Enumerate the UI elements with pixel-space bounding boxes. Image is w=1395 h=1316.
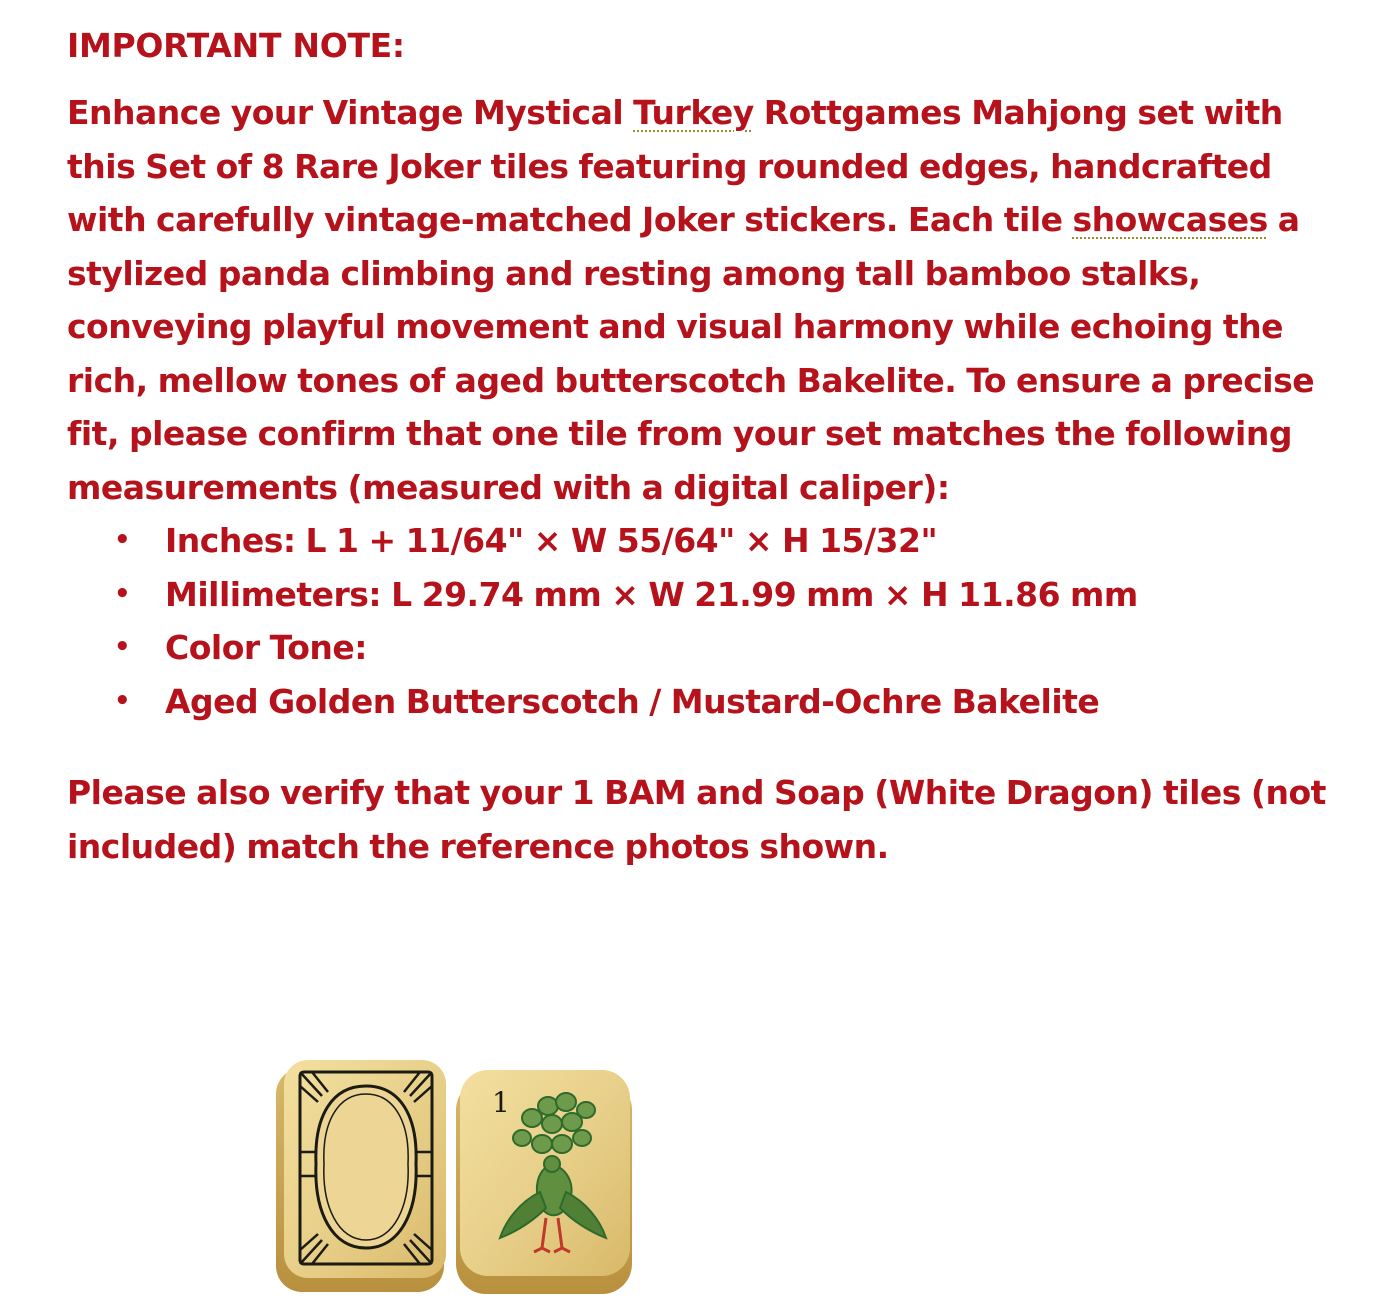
spellcheck-word-turkey[interactable]: Turkey: [633, 93, 754, 132]
description-text-1: Enhance your Vintage Mystical: [67, 93, 634, 132]
important-note-heading: IMPORTANT NOTE:: [67, 26, 405, 65]
spellcheck-word-showcases[interactable]: showcases: [1072, 200, 1268, 239]
verify-paragraph: Please also verify that your 1 BAM and Soap (White Dragon) tiles (not included) match the reference photos shown.: [67, 773, 1326, 866]
color-tone-list: [67, 675, 1357, 729]
measurements-list: [67, 514, 1357, 675]
white-dragon-tile: [276, 1060, 446, 1292]
description-text-3: a stylized panda climbing and resting among tall bamboo stalks, conveying playful movement and visual harmony while echoing the rich, mellow tones of aged butterscotch Bakelite. To ensure a precise fit, please confirm that one tile from your set matches the following measurements (measured with a digital caliper):: [67, 200, 1315, 507]
document-body: [67, 22, 1357, 873]
list-item: • Aged Golden Butterscotch / Mustard-Ochre Bakelite: [67, 675, 1357, 729]
description-text-2: Rottgames Mahjong set with this Set of 8 Rare Joker tiles featuring rounded edges, handcrafted with carefully vintage-matched Joker stickers. Each tile: [67, 93, 1283, 239]
reference-tiles-photo: [270, 1052, 640, 1302]
bam-number: 1: [492, 1086, 510, 1119]
one-bam-tile: [456, 1070, 632, 1294]
list-item: • Color Tone:: [67, 621, 1357, 675]
list-item: • Millimeters: L 29.74 mm × W 21.99 mm × H 11.86 mm: [67, 568, 1357, 622]
description-paragraph: [67, 86, 1357, 514]
list-item: • Inches: L 1 + 11/64" × W 55/64" × H 15/32": [67, 514, 1357, 568]
